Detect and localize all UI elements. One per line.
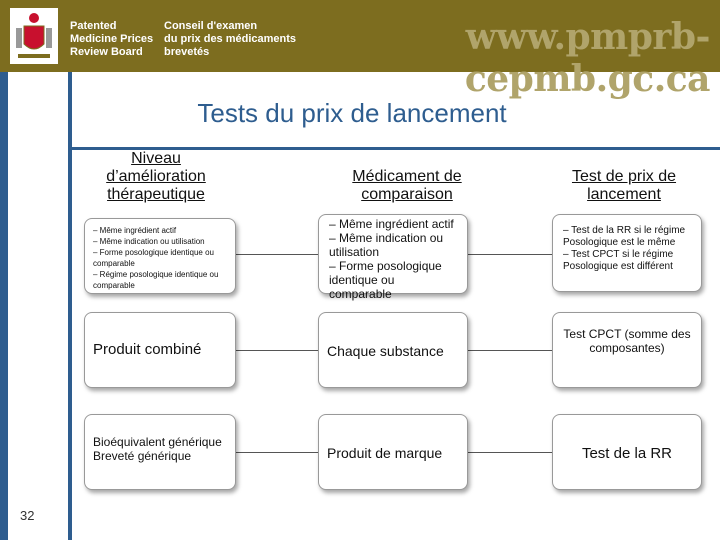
connector-line: [236, 452, 318, 453]
column-header-comparison: Médicament de comparaison: [352, 168, 462, 203]
comparison-box-row-1: [318, 214, 468, 301]
level-box-row-2: [84, 312, 236, 388]
coat-of-arms-icon: [10, 8, 58, 64]
page-number: 32: [20, 508, 35, 523]
sidebar-panel: [8, 72, 68, 540]
org-name-english: Patented Medicine Prices Review Board: [70, 20, 154, 58]
comparison-box-row-3: [318, 414, 468, 490]
level-text: Bioéquivalent générique Breveté générique: [93, 435, 222, 463]
slide-title: Tests du prix de lancement: [197, 98, 507, 128]
column-header-level: Niveau d’amélioration thérapeutique: [106, 150, 206, 203]
connector-line: [236, 254, 318, 255]
test-box-row-2: [552, 312, 702, 388]
level-box-row-1: [84, 218, 236, 294]
test-box-row-1: [552, 214, 702, 292]
header-bar: [0, 0, 720, 100]
comparison-text: Produit de marque: [327, 445, 443, 461]
test-text: – Test de la RR si le régime Posologique est le même – Test CPCT si le régime Posologique est différent: [563, 225, 686, 272]
comparison-box-row-2: [318, 312, 468, 388]
comparison-text: – Même ingrédient actif – Même indication ou utilisation – Forme posologique identique ou comparable: [329, 217, 454, 301]
level-box-row-3: [84, 414, 236, 490]
connector-line: [468, 254, 552, 255]
test-text: Test de la RR: [581, 445, 673, 462]
connector-line: [468, 350, 552, 351]
test-text: Test CPCT (somme des composantes): [563, 327, 691, 355]
connector-line: [468, 452, 552, 453]
website-url[interactable]: www.pmprb-cepmb.gc.ca: [464, 16, 710, 100]
level-text: – Même ingrédient actif – Même indication ou utilisation – Forme posologique identique ou comparable – Régime posologique identique ou comparable: [93, 226, 219, 290]
org-name-french: Conseil d'examen du prix des médicaments brevetés: [164, 20, 297, 58]
test-box-row-3: [552, 414, 702, 490]
connector-line: [236, 350, 318, 351]
column-header-test: Test de prix de lancement: [571, 168, 677, 203]
comparison-text: Chaque substance: [327, 343, 444, 359]
level-text: Produit combiné: [93, 341, 202, 358]
